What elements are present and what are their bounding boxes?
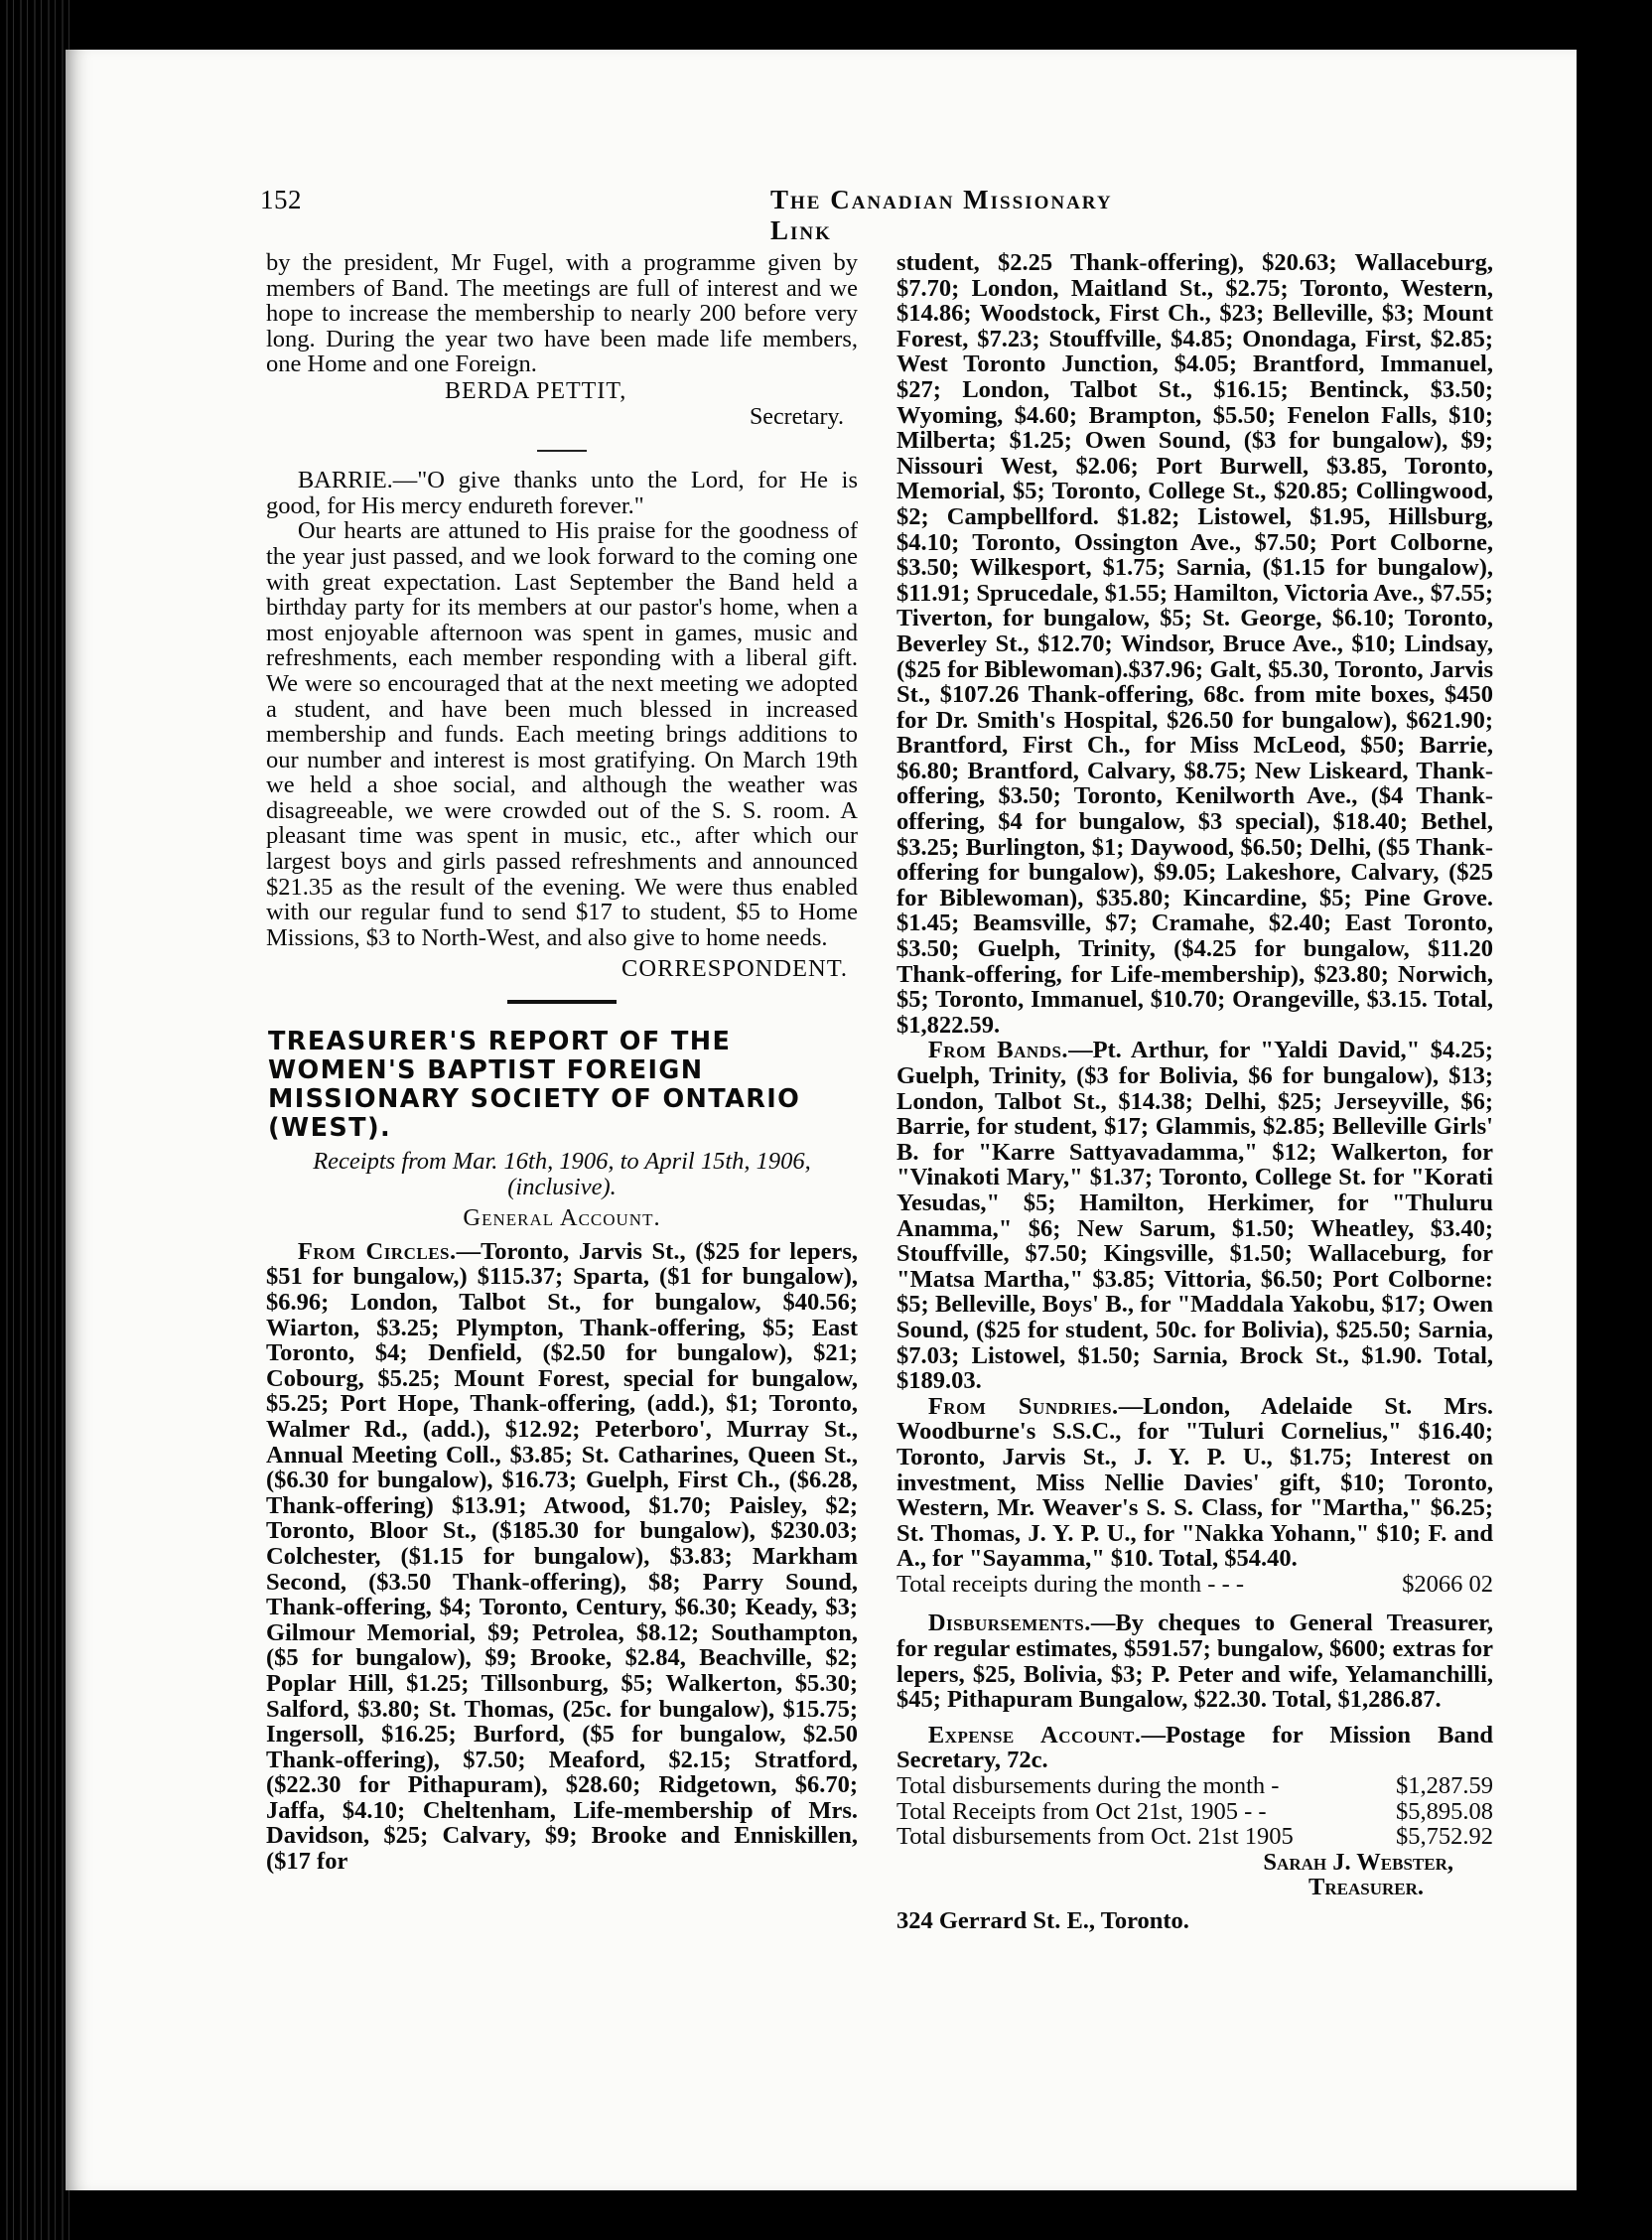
summary-line [896, 1773, 1493, 1799]
journal-title: The Canadian Missionary Link [770, 185, 1113, 245]
expense-heading: Expense Account. [927, 1721, 1142, 1749]
general-account-heading: General Account. [463, 1204, 661, 1232]
total-receipts-value: $2066 02 [1402, 1570, 1493, 1598]
circles-heading: From Circles. [297, 1237, 457, 1265]
summary-line [896, 1824, 1493, 1850]
sundries-paragraph [896, 1394, 1493, 1572]
summary-label: Total disbursements from Oct. 21st 1905 [896, 1823, 1294, 1851]
total-receipts-line [896, 1572, 1493, 1598]
receipts-period-line1: Receipts from Mar. 16th, 1906, to April 15th, 1906, [313, 1148, 811, 1176]
left-column [266, 250, 858, 1875]
circles-continued-paragraph: student, $2.25 Thank-offering), $20.63; Wallaceburg, $7.70; London, Maitland St., $2.75; Toronto, Western, $14.86; Woodstock, First Ch., $23; Belleville, $3; Mount Forest, $7.23; Stouffville, $4.85; Onondaga, First, $2.85; West Toronto Junction, $4.05; Brantford, Immanuel, $27; London, Talbot St., $16.15; Bentinck, $3.50; Wyoming, $4.60; Brampton, $5.50; Fenelon Falls, $10; Milberta; $1.25; Owen Sound, ($3 for bungalow), $9; Nissouri West, $2.06; Port Burwell, $3.85, Toronto, Memorial, $5; Toronto, College St., $20.85; Collingwood, $2; Campbellford. $1.82; Listowel, $1.95, Hillsburg, $4.10; Toronto, Ossington Ave., $7.50; Port Colborne, $3.50; Wilkesport, $1.75; Sarnia, ($1.15 for bungalow), $11.91; Sprucedale, $1.55; Hamilton, Victoria Ave., $7.55; Tiverton, for bungalow, $5; St. George, $6.10; Toronto, Beverley St., $12.70; Windsor, Bruce Ave., $10; Lindsay, ($25 for Biblewoman).$37.96; Galt, $5.30, Toronto, Jarvis St., $107.26 Thank-offering, 68c. from mite boxes, $450 for Dr. Smith's Hospital, $26.50 for bungalow), $621.90; Brantford, First Ch., for Miss McLeod, $50; Barrie, $6.80; Brantford, Calvary, $8.75; New Liskeard, Thank-offering, $3.50; Toronto, Kenilworth Ave., ($4 Thank-offering, $4 for bungalow, $3 special), $18.40; Bethel, $3.25; Burlington, $1; Daywood, $6.50; Delhi, ($5 Thank-offering for bungalow), $9.05; Lakeshore, Calvary, ($25 for Biblewoman), $35.80; Kincardine, $5; Pine Grove. $1.45; Beamsville, $7; Cramahe, $2.40; East Toronto, $3.50; Guelph, Trinity, ($4.25 for bungalow, $11.20 Thank-offering, for Life-membership), $23.80; Norwich, $5; Toronto, Immanuel, $10.70; Orangeville, $3.15. Total, $1,822.59. [896, 249, 1493, 1039]
bands-paragraph [896, 1038, 1493, 1393]
right-column [896, 250, 1493, 1934]
section-divider-thick [507, 1000, 617, 1004]
summary-label: Total disbursements during the month - [896, 1772, 1280, 1800]
receipts-period-line2: (inclusive). [507, 1173, 617, 1200]
bands-heading: From Bands. [927, 1037, 1069, 1064]
sundries-text: —London, Adelaide St. Mrs. Woodburne's S.S.C., for "Tuluri Cornelius," $16.40; Toronto, Jarvis St., J. Y. P. U., $1.75; Interest on investment, Miss Nellie Davies' gift, $10; Toronto, Western, Mr. Weaver's S. S. Class, for "Martha," $6.25; St. Thomas, J. Y. P. U., for "Nakka Yohann," $10; F. and A., for "Sayamma," $10. Total, $54.40. [896, 1392, 1493, 1573]
correspondent-signature: CORRESPONDENT. [621, 955, 848, 983]
circles-text: —Toronto, Jarvis St., ($25 for lepers, $51 for bungalow,) $115.37; Sparta, ($1 for bungalow), $6.96; London, Talbot St., for bungalow, $40.56; Wiarton, $3.25; Plympton, Thank-offering, $5; East Toronto, $4; Denfield, ($2.50 for bungalow), $21; Cobourg, $5.25; Mount Forest, special for bungalow, $5.25; Port Hope, Thank-offering, (add.), $1; Toronto, Walmer Rd., (add.), $12.92; Peterboro', Murray St., Annual Meeting Coll., $3.85; St. Catharines, Queen St., ($6.30 for bungalow), $16.73; Guelph, First Ch., ($6.28, Thank-offering) $13.91; Atwood, $1.70; Paisley, $2; Toronto, Bloor St., ($185.30 for bungalow), $230.03; Colchester, ($1.15 for bungalow), $3.83; Markham Second, ($3.50 Thank-offering), $8; Parry Sound, Thank-offering, $4; Toronto, Century, $6.30; Keady, $3; Gilmour Memorial, $9; Petrolea, $8.12; Southampton, ($5 for bungalow), $9; Brooke, $2.84, Beachville, $2; Poplar Hill, $1.25; Tillsonburg, $5; Walkerton, $5.30; Salford, $3.80; St. Thomas, (25c. for bungalow), $15.75; Ingersoll, $16.25; Burford, ($5 for bungalow, $2.50 Thank-offering), $7.50; Meaford, $2.15; Stratford, ($22.30 for Pithapuram), $28.60; Ridgetown, $6.70; Jaffa, $4.10; Cheltenham, Life-membership of Mrs. Davidson, $25; Calvary, $9; Brooke and Enniskillen, ($17 for [266, 1237, 858, 1876]
expense-text: —Postage for Mission Band Secretary, 72c. [896, 1721, 1493, 1774]
circles-paragraph [266, 1239, 858, 1875]
book-spine-edge [0, 0, 69, 2240]
sundries-heading: From Sundries. [927, 1392, 1119, 1420]
section-divider [537, 450, 587, 452]
bands-text: —Pt. Arthur, for "Yaldi David," $4.25; Guelph, Trinity, ($3 for Bolivia, $6 for bungalow), $13; London, Talbot St., $14.38; Delhi, $25; Jerseyville, $6; Barrie, for student, $17; Glammis, $2.85; Belleville Girls' B. for "Karre Sattyavadamma," $12; Walkerton, for "Vinakoti Mary," $1.37; Toronto, College St. for "Korati Yesudas," $5; Hamilton, Herkimer, for "Thuluru Anamma," $6; New Sarum, $1.50; Wheatley, $3.40; Stouffville, $7.50; Kingsville, $1.50; Wallaceburg, for "Matsa Martha," $3.85; Vittoria, $6.50; Port Colborne: $5; Belleville, Boys' B., for "Maddala Yakobu, $17; Owen Sound, ($25 for student, 50c. for Bolivia), $25.50; Sarnia, $7.03; Listowel, $1.50; Sarnia, Brock St., $1.90. Total, $189.03. [896, 1037, 1493, 1395]
total-receipts-label: Total receipts during the month - - - [896, 1570, 1245, 1598]
report-title: TREASURER'S REPORT OF THE WOMEN'S BAPTIST FOREIGN MISSIONARY SOCIETY OF ONTARIO (WEST). [268, 1027, 801, 1144]
summary-line [896, 1799, 1493, 1825]
treasurer-name: Sarah J. Webster, [1263, 1848, 1453, 1876]
summary-value: $5,752.92 [1396, 1823, 1493, 1851]
summary-value: $5,895.08 [1396, 1797, 1493, 1825]
disbursements-heading: Disbursements. [927, 1610, 1091, 1637]
signature-role: Secretary. [749, 403, 844, 430]
barrie-body-paragraph: Our hearts are attuned to His praise for the goodness of the year just passed, and we look forward to the coming one with great expectation. Last September the Band held a birthday party for its members at our pastor's home, when a most enjoyable afternoon was spent in games, music and refreshments, each member responding with a liberal gift. We were so encouraged that at the next meeting we adopted a student, and have been much blessed in increased membership and funds. Each meeting brings additions to our number and interest is most gratifying. On March 19th we held a shoe social, and although the weather was disagreeable, we were crowded out of the S. S. room. A pleasant time was spent in music, etc., after which our largest boys and girls passed refreshments and announced $21.35 as the result of the evening. We were thus enabled with our regular fund to send $17 to student, $5 to Home Missions, $3 to North-West, and also give to home needs. [266, 517, 858, 951]
disbursements-paragraph [896, 1610, 1493, 1712]
disbursements-text: —By cheques to General Treasurer, for regular estimates, $591.57; bungalow, $600; extras for lepers, $25, Bolivia, $3; P. Peter and wife, Yelamanchilli, $45; Pithapuram Bungalow, $22.30. Total, $1,286.87. [896, 1610, 1493, 1714]
summary-label: Total Receipts from Oct 21st, 1905 - - [896, 1797, 1267, 1825]
summary-value: $1,287.59 [1396, 1772, 1493, 1800]
signature-name: BERDA PETTIT, [445, 377, 627, 404]
treasurer-address: 324 Gerrard St. E., Toronto. [896, 1907, 1189, 1934]
running-head [189, 185, 1142, 245]
treasurer-role: Treasurer. [1308, 1874, 1424, 1901]
band-report-paragraph: by the president, Mr Fugel, with a programme given by members of Band. The meetings are full of interest and we hope to increase the membership to nearly 200 before very long. During the year two have been made life members, one Home and one Foreign. [266, 249, 858, 378]
expense-paragraph [896, 1723, 1493, 1773]
receipts-period [266, 1149, 858, 1199]
page-number: 152 [260, 185, 302, 214]
barrie-heading-paragraph: BARRIE.—"O give thanks unto the Lord, for He is good, for His mercy endureth forever." [266, 467, 858, 519]
